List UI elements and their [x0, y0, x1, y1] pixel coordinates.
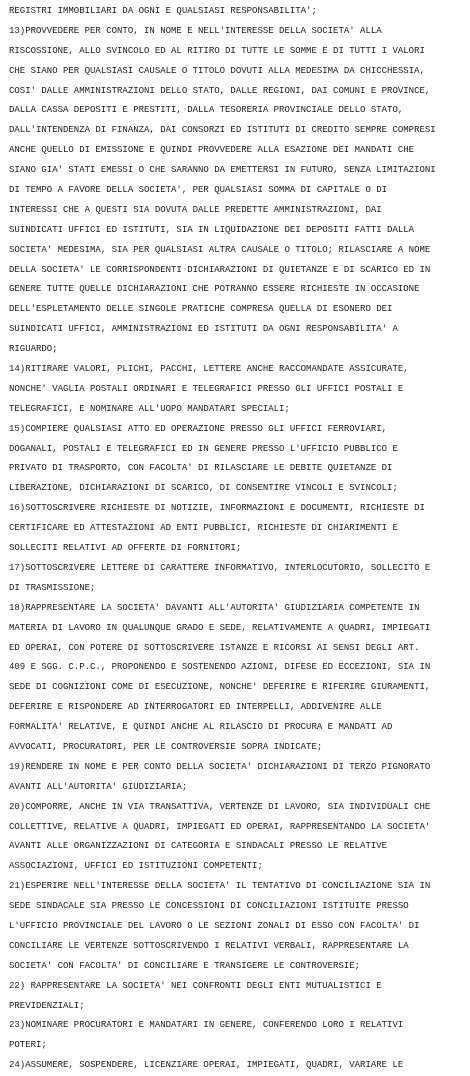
document-text-line: CERTIFICARE ED ATTESTAZIONI AD ENTI PUBBLICI, RICHIESTE DI CHIARIMENTI E — [9, 523, 398, 534]
document-text-line: SEDE SINDACALE SIA PRESSO LE CONCESSIONI DI CONCILIAZIONI ISTITUITE PRESSO — [9, 901, 409, 912]
document-text-line: PRIVATO DI TRASPORTO, CON FACOLTA' DI RILASCIARE LE DEBITE QUIETANZE DI — [9, 463, 393, 474]
document-text-line: 409 E SGG. C.P.C., PROPONENDO E SOSTENENDO AZIONI, DIFESE ED ECCEZIONI, SIA IN — [9, 662, 431, 673]
document-text-line: SUINDICATI UFFICI, AMMINISTRAZIONI ED ISTITUTI DA OGNI RESPONSABILITA' A — [9, 324, 398, 335]
document-text-line: 21)ESPERIRE NELL'INTERESSE DELLA SOCIETA' IL TENTATIVO DI CONCILIAZIONE SIA IN — [9, 881, 431, 892]
document-text-line: DELL'ESPLETAMENTO DELLE SINGOLE PRATICHE COMPRESA QUELLA DI ESONERO DEI — [9, 304, 393, 315]
document-text-line: COSI' DALLE AMMINISTRAZIONI DELLO STATO, DALLE REGIONI, DAI COMUNI E PROVINCE, — [9, 85, 431, 96]
document-text-line: LIBERAZIONE, DICHIARAZIONI DI SCARICO, DI CONSENTIRE VINCOLI E SVINCOLI; — [9, 483, 398, 494]
document-text-line: 17)SOTTOSCRIVERE LETTERE DI CARATTERE INFORMATIVO, INTERLOCUTORIO, SOLLECITO E — [9, 562, 431, 573]
document-text-line: DOGANALI, POSTALI E TELEGRAFICI ED IN GENERE PRESSO L'UFFICIO PUBBLICO E — [9, 443, 398, 454]
document-text-line: POTERI; — [9, 1040, 47, 1051]
document-text-line: DI TEMPO A FAVORE DELLA SOCIETA', PER QUALSIASI SOMMA DI CAPITALE O DI — [9, 185, 388, 196]
document-text-line: INTERESSI CHE A QUESTI SIA DOVUTA DALLE PREDETTE AMMINISTRAZIONI, DAI — [9, 204, 382, 215]
document-text-line: COLLETTIVE, RELATIVE A QUADRI, IMPIEGATI ED OPERAI, RAPPRESENTANDO LA SOCIETA' — [9, 821, 431, 832]
document-text-line: SIANO GIA' STATI EMESSI O CHE SARANNO DA EMETTERSI IN FUTURO, SENZA LIMITAZIONI — [9, 165, 436, 176]
document-text-line: SOCIETA' MEDESIMA, SIA PER QUALSIASI ALTRA CAUSALE O TITOLO; RILASCIARE A NOME — [9, 244, 431, 255]
document-text-line: CHE SIANO PER QUALSIASI CAUSALE O TITOLO DOVUTI ALLA MEDESIMA DA CHICCHESSIA, — [9, 65, 425, 76]
document-text-line: AVANTI ALLE ORGANIZZAZIONI DI CATEGORIA E SINDACALI PRESSO LE RELATIVE — [9, 841, 388, 852]
document-text-line: 18)RAPPRESENTARE LA SOCIETA' DAVANTI ALL'AUTORITA' GIUDIZIARIA COMPETENTE IN — [9, 602, 420, 613]
document-text-line: AVVOCATI, PROCURATORI, PER LE CONTROVERSIE SOPRA INDICATE; — [9, 741, 323, 752]
document-text-line: ED OPERAI, CON POTERE DI SOTTOSCRIVERE ISTANZE E RICORSI AI SENSI DEGLI ART. — [9, 642, 420, 653]
document-text-line: AVANTI ALL'AUTORITA' GIUDIZIARIA; — [9, 781, 188, 792]
document-text-line: L'UFFICIO PROVINCIALE DEL LAVORO O LE SEZIONI ZONALI DI ESSO CON FACOLTA' DI — [9, 920, 420, 931]
document-text-line: 16)SOTTOSCRIVERE RICHIESTE DI NOTIZIE, INFORMAZIONI E DOCUMENTI, RICHIESTE DI — [9, 503, 425, 514]
document-text-line: SUINDICATI UFFICI ED ISTITUTI, SIA IN LIQUIDAZIONE DEI DEPOSITI FATTI DALLA — [9, 224, 415, 235]
document-text-line: 14)RITIRARE VALORI, PLICHI, PACCHI, LETTERE ANCHE RACCOMANDATE ASSICURATE, — [9, 364, 409, 375]
document-text-line: RISCOSSIONE, ALLO SVINCOLO ED AL RITIRO DI TUTTE LE SOMME E DI TUTTI I VALORI — [9, 45, 425, 56]
document-text-line: 13)PROVVEDERE PER CONTO, IN NOME E NELL'INTERESSE DELLA SOCIETA' ALLA — [9, 25, 382, 36]
document-text-line: DALLA CASSA DEPOSITI E PRESTITI, DALLA TESORERIA PROVINCIALE DELLO STATO, — [9, 105, 404, 116]
document-text-line: TELEGRAFICI, E NOMINARE ALL'UOPO MANDATARI SPECIALI; — [9, 403, 290, 414]
document-text-line: DELLA SOCIETA' LE CORRISPONDENTI DICHIARAZIONI DI QUIETANZE E DI SCARICO ED IN — [9, 264, 431, 275]
document-text-line: GENERE TUTTE QUELLE DICHIARAZIONI CHE POTRANNO ESSERE RICHIESTE IN OCCASIONE — [9, 284, 420, 295]
document-text-line: ASSOCIAZIONI, UFFICI ED ISTITUZIONI COMPETENTI; — [9, 861, 263, 872]
document-text-line: ANCHE QUELLO DI EMISSIONE E QUINDI PROVVEDERE ALLA ESAZIONE DEI MANDATI CHE — [9, 145, 415, 156]
document-text-line: PREVIDENZIALI; — [9, 1000, 85, 1011]
document-text-line: 15)COMPIERE QUALSIASI ATTO ED OPERAZIONE PRESSO GLI UFFICI FERROVIARI, — [9, 423, 388, 434]
document-text-line: SOCIETA' CON FACOLTA' DI CONCILIARE E TRANSIGERE LE CONTROVERSIE; — [9, 960, 361, 971]
document-text-line: 24)ASSUMERE, SOSPENDERE, LICENZIARE OPERAI, IMPIEGATI, QUADRI, VARIARE LE — [9, 1060, 404, 1071]
document-text-line: 23)NOMINARE PROCURATORI E MANDATARI IN GENERE, CONFERENDO LORO I RELATIVI — [9, 1020, 404, 1031]
document-text-line: DI TRASMISSIONE; — [9, 582, 96, 593]
document-text-line: DALL'INTENDENZA DI FINANZA, DAI CONSORZI ED ISTITUTI DI CREDITO SEMPRE COMPRESI — [9, 125, 436, 136]
document-text-line: REGISTRI IMMOBILIARI DA OGNI E QUALSIASI RESPONSABILITA'; — [9, 6, 317, 16]
document-text-line: MATERIA DI LAVORO IN QUALUNQUE GRADO E SEDE, RELATIVAMENTE A QUADRI, IMPIEGATI — [9, 622, 431, 633]
document-text-line: RIGUARDO; — [9, 344, 58, 355]
document-text-line: 19)RENDERE IN NOME E PER CONTO DELLA SOCIETA' DICHIARAZIONI DI TERZO PIGNORATO — [9, 761, 431, 772]
document-text-line: SEDE DI COGNIZIONI COME DI ESECUZIONE, NONCHE' DEFERIRE E RIFERIRE GIURAMENTI, — [9, 682, 431, 693]
document-page — [9, 2, 464, 1076]
document-text-line: DEFERIRE E RISPONDERE AD INTERROGATORI ED INTERPELLI, ADDIVENIRE ALLE — [9, 702, 382, 713]
document-text-line: SOLLECITI RELATIVI AD OFFERTE DI FORNITORI; — [9, 543, 242, 554]
document-text-line: FORMALITA' RELATIVE, E QUINDI ANCHE AL RILASCIO DI PROCURA E MANDATI AD — [9, 722, 393, 733]
document-text-line: NONCHE' VAGLIA POSTALI ORDINARI E TELEGRAFICI PRESSO GLI UFFICI POSTALI E — [9, 383, 404, 394]
document-text-line: 20)COMPORRE, ANCHE IN VIA TRANSATTIVA, VERTENZE DI LAVORO, SIA INDIVIDUALI CHE — [9, 801, 431, 812]
document-text-line: 22) RAPPRESENTARE LA SOCIETA' NEI CONFRONTI DEGLI ENTI MUTUALISTICI E — [9, 980, 382, 991]
document-text-line: CONCILIARE LE VERTENZE SOTTOSCRIVENDO I RELATIVI VERBALI, RAPPRESENTARE LA — [9, 940, 409, 951]
